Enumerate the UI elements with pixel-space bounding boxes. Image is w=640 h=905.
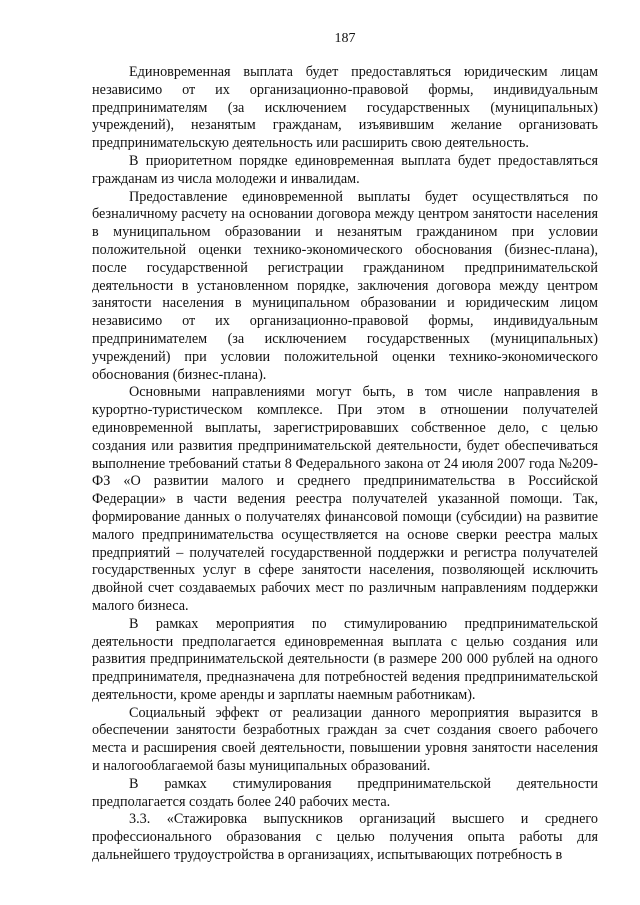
paragraph-main-directions: Основными направлениями могут быть, в том числе направления в курортно-туристическом комплексе. При этом в отношении получателей единовременной выплаты, зарегистрировавших собственное дело, с целью создания или развития предпринимательской деятельности, будет обеспечиваться выполнение требований статьи 8 Федерального закона от 24 июля 2007 года №209-ФЗ «О развитии малого и среднего предпринимательства в Российской Федерации» в части ведения реестра получателей указанной помощи. Так, формирование данных о получателях финансовой помощи (субсидии) на развитие малого предпринимательства осуществляется на основе сверки реестра малых предприятий – получателей государственной поддержки и регистра получателей государственных услуг в сфере занятости населения, позволяющей исключить двойной счет создаваемых рабочих мест по различным направлениям поддержки малого бизнеса. xyxy=(92,384,598,614)
paragraph-social-effect: Социальный эффект от реализации данного мероприятия выразится в обеспечении занятости безработных граждан за счет создания своего рабочего места и расширения своей деятельности, повышении уровня занятости населения и налогооблагаемой базы муниципальных образований. xyxy=(92,704,598,775)
paragraph-priority-youth-disabled: В приоритетном порядке единовременная выплата будет предоставляться гражданам из числа молодежи и инвалидам. xyxy=(92,152,598,187)
paragraph-payment-amount: В рамках мероприятия по стимулированию предпринимательской деятельности предполагается единовременная выплата с целью создания или развития предпринимательской деятельности (в размере 200 000 рублей на одного предпринимателя, предназначена для потребностей ведения предпринимательской деятельности, кроме аренды и зарплаты наемным работникам). xyxy=(92,615,598,703)
paragraph-jobs-created: В рамках стимулирования предпринимательской деятельности предполагается создать более 240 рабочих места. xyxy=(92,775,598,810)
page-number: 187 xyxy=(334,31,356,46)
paragraph-payment-conditions: Предоставление единовременной выплаты будет осуществляться по безналичному расчету на основании договора между центром занятости населения в муниципальном образовании и незанятым гражданином при условии положительной оценки технико-экономического обоснования (бизнес-плана), после государственной регистрации гражданином предпринимательской деятельности в установленном порядке, заключения договора между центром занятости населения в муниципальном образовании и юридическим лицом независимо от их организационно-правовой формы, индивидуальным предпринимателем (за исключением государственных (муниципальных) учреждений) при условии положительной оценки технико-экономического обоснования (бизнес-плана). xyxy=(92,188,598,383)
paragraph-graduate-internship: 3.3. «Стажировка выпускников организаций высшего и среднего профессионального образования с целью получения опыта работы для дальнейшего трудоустройства в организациях, испытывающих потребность в xyxy=(92,811,598,864)
document-page xyxy=(92,30,598,865)
paragraph-lump-sum-recipients: Единовременная выплата будет предоставляться юридическим лицам независимо от их организационно-правовой формы, индивидуальным предпринимателям (за исключением государственных (муниципальных) учреждений), незанятым гражданам, изъявившим желание организовать предпринимательскую деятельность или расширить свою деятельность. xyxy=(92,64,598,152)
